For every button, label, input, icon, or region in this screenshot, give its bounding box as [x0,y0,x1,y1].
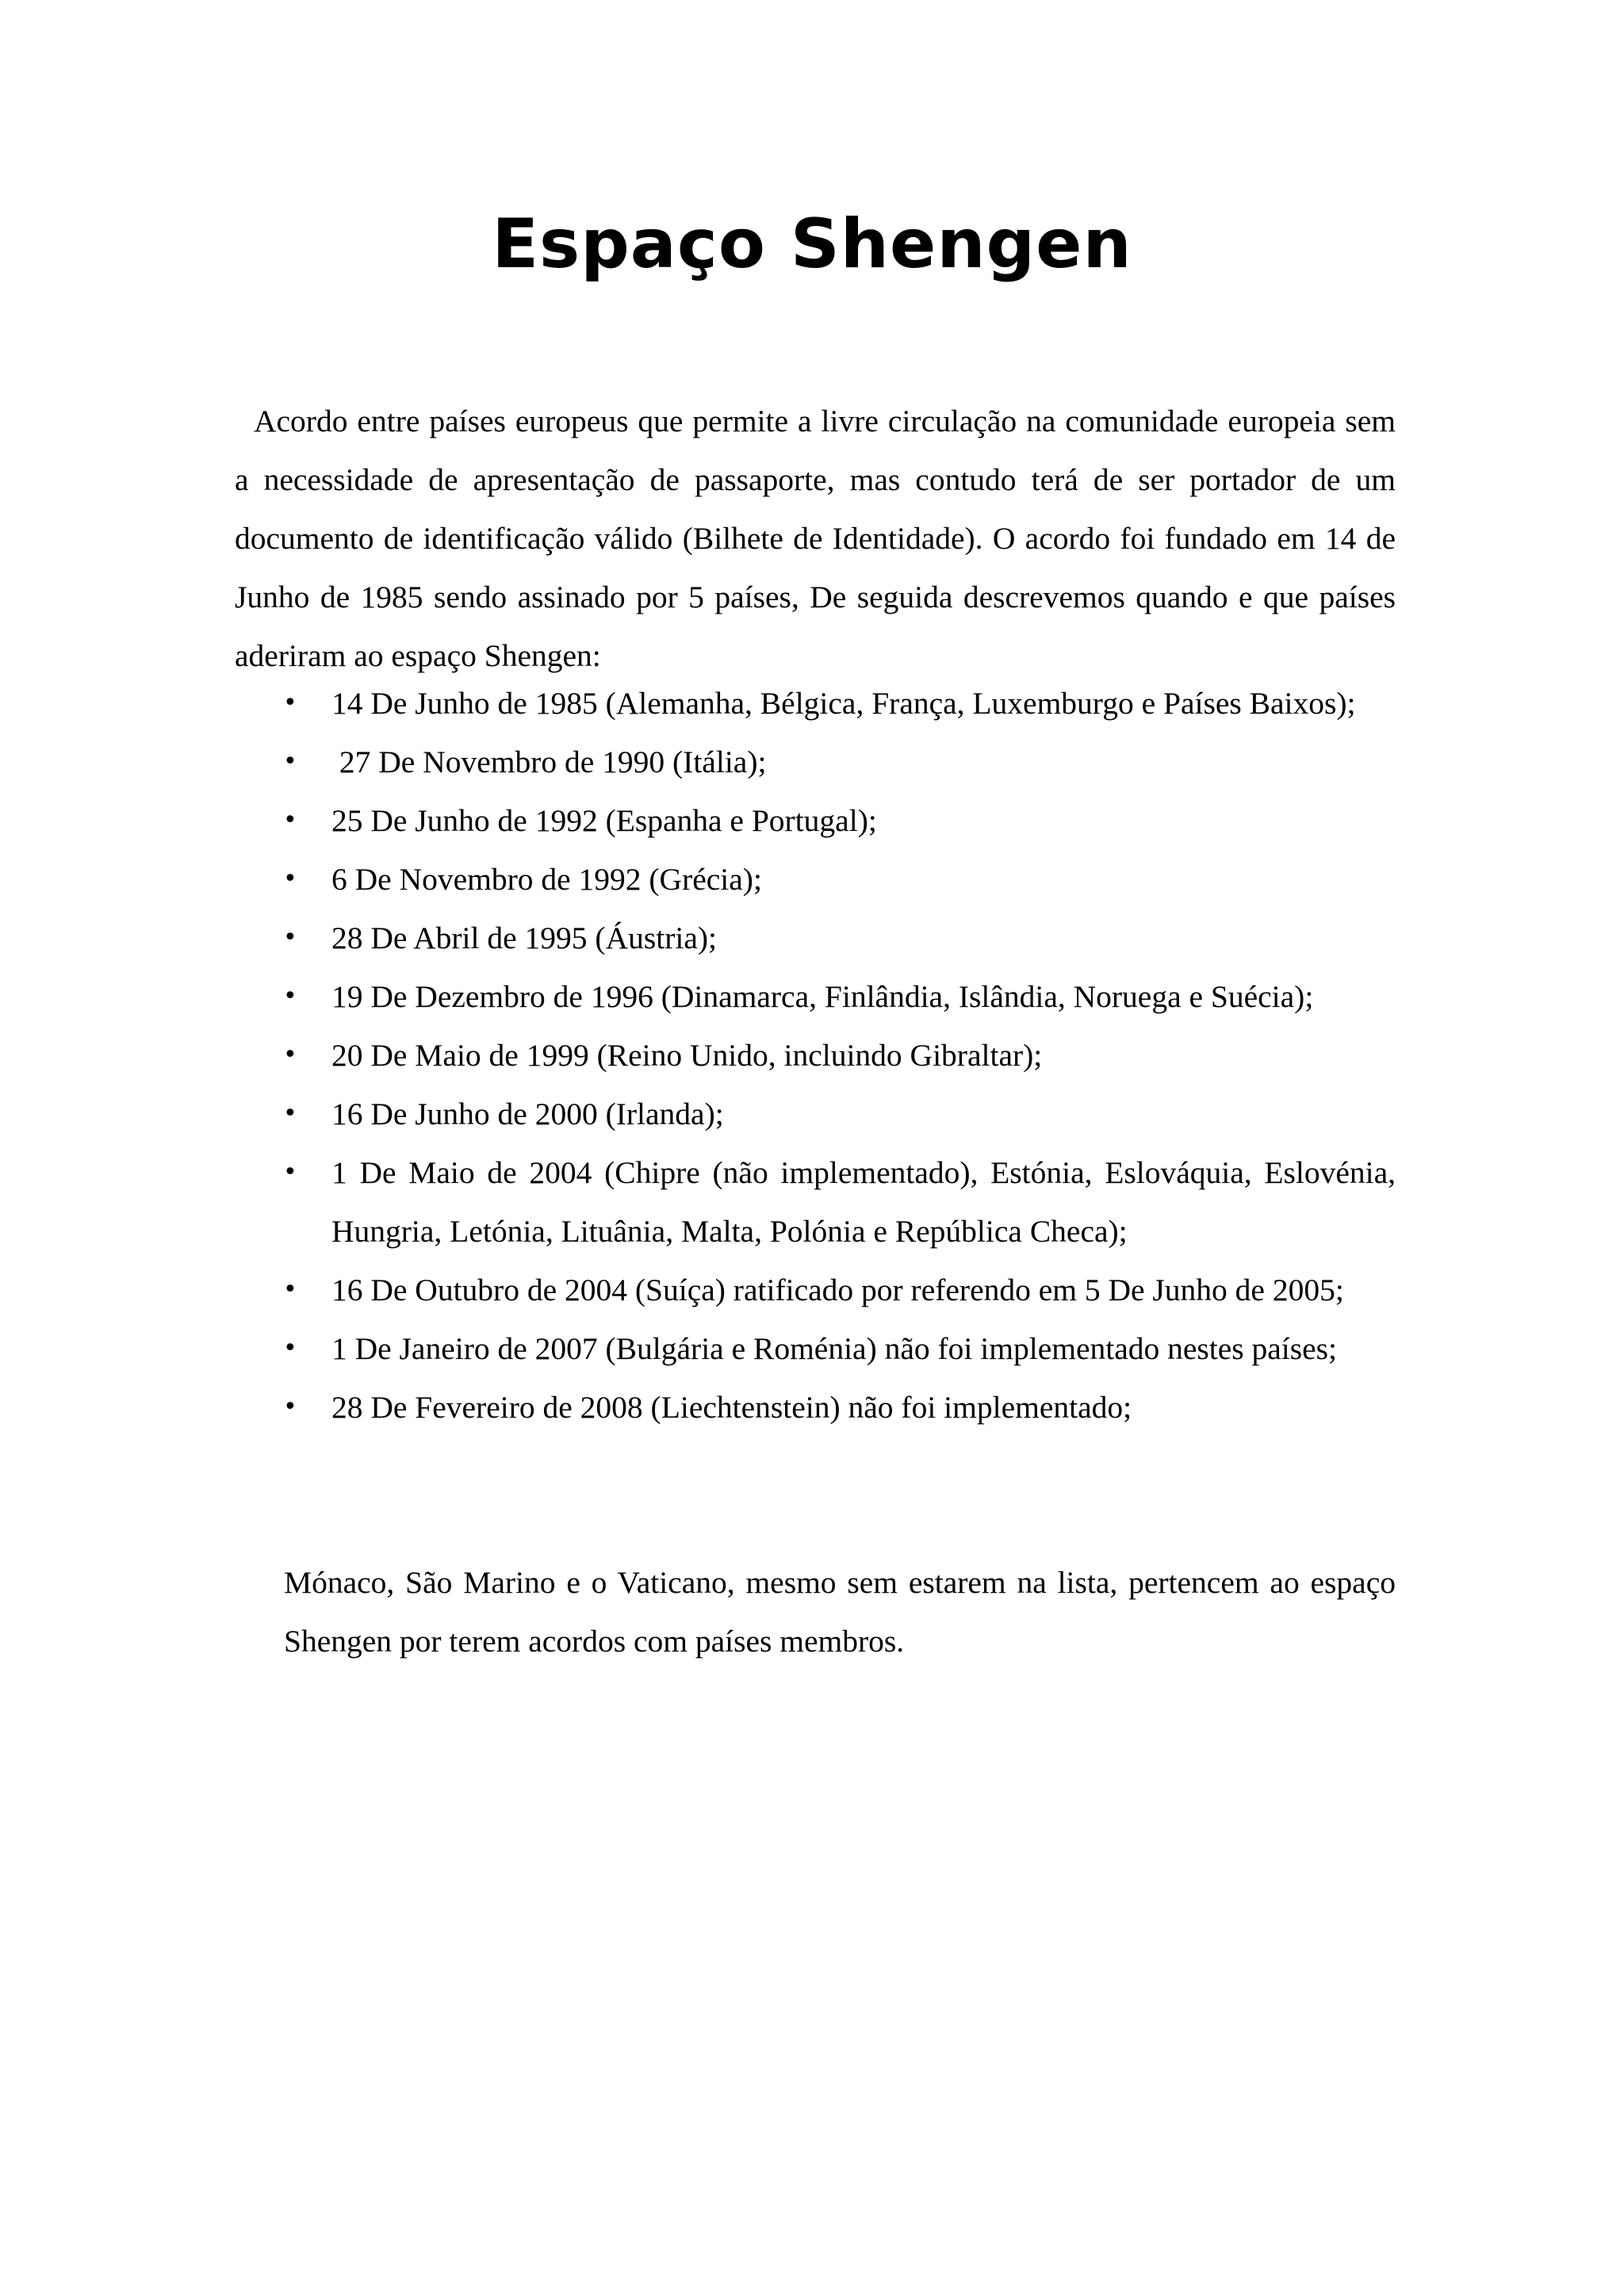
page-title: Espaço Shengen [492,205,1132,284]
list-item-text: 25 De Junho de 1992 (Espanha e Portugal); [331,803,877,838]
bullet-icon: • [283,1334,297,1362]
list-item [235,733,1396,791]
list-item [235,967,1396,1026]
list-item-text: 14 De Junho de 1985 (Alemanha, Bélgica, França, Luxemburgo e Países Baixos); [331,686,1356,721]
list-item-text: 27 De Novembro de 1990 (Itália); [331,744,767,779]
list-item [235,1085,1396,1143]
list-item [235,791,1396,850]
bullet-icon: • [283,806,297,834]
list-item [235,1378,1396,1437]
intro-paragraph: Acordo entre países europeus que permite a livre circulação na comunidade europeia sem a necessidade de apresentação de passaporte, mas contudo terá de ser portador de um documento de identificação válido (Bilhete de Identidade). O acordo foi fundado em 14 de Junho de 1985 sendo assinado por 5 países, De seguida descrevemos quando e que países aderiram ao espaço Shengen: [235,404,1396,673]
list-item-text: 6 De Novembro de 1992 (Grécia); [331,862,762,897]
list-item-text: 1 De Maio de 2004 (Chipre (não implementado), Estónia, Eslováquia, Eslovénia, Hungria, Letónia, Lituânia, Malta, Polónia e República Checa); [331,1155,1396,1249]
list-item-text: 19 De Dezembro de 1996 (Dinamarca, Finlândia, Islândia, Noruega e Suécia); [331,979,1314,1014]
list-item-text: 28 De Abril de 1995 (Áustria); [331,920,717,955]
bullet-icon: • [283,1276,297,1303]
list-item [235,850,1396,909]
bullet-icon: • [283,865,297,893]
list-item-text: 20 De Maio de 1999 (Reino Unido, incluindo Gibraltar); [331,1038,1043,1073]
list-item [235,1026,1396,1085]
list-item-text: 28 De Fevereiro de 2008 (Liechtenstein) não foi implementado; [331,1390,1132,1425]
list-item [235,1261,1396,1319]
closing-paragraph: Mónaco, São Marino e o Vaticano, mesmo sem estarem na lista, pertencem ao espaço Shengen por terem acordos com países membros. [284,1565,1396,1659]
bullet-icon: • [283,1393,297,1421]
bullet-icon: • [283,924,297,951]
bullet-icon: • [283,1158,297,1186]
list-item [235,674,1396,733]
bullet-icon: • [283,982,297,1010]
list-item [235,909,1396,967]
bullet-icon: • [283,748,297,775]
list-item [235,1143,1396,1261]
bullet-icon: • [283,1041,297,1069]
list-item [235,1319,1396,1378]
list-item-text: 1 De Janeiro de 2007 (Bulgária e Roménia) não foi implementado nestes países; [331,1331,1338,1366]
bullet-icon: • [283,689,297,717]
membership-list [235,674,1396,1437]
list-item-text: 16 De Outubro de 2004 (Suíça) ratificado por referendo em 5 De Junho de 2005; [331,1272,1344,1307]
bullet-icon: • [283,1100,297,1127]
list-item-text: 16 De Junho de 2000 (Irlanda); [331,1096,724,1131]
